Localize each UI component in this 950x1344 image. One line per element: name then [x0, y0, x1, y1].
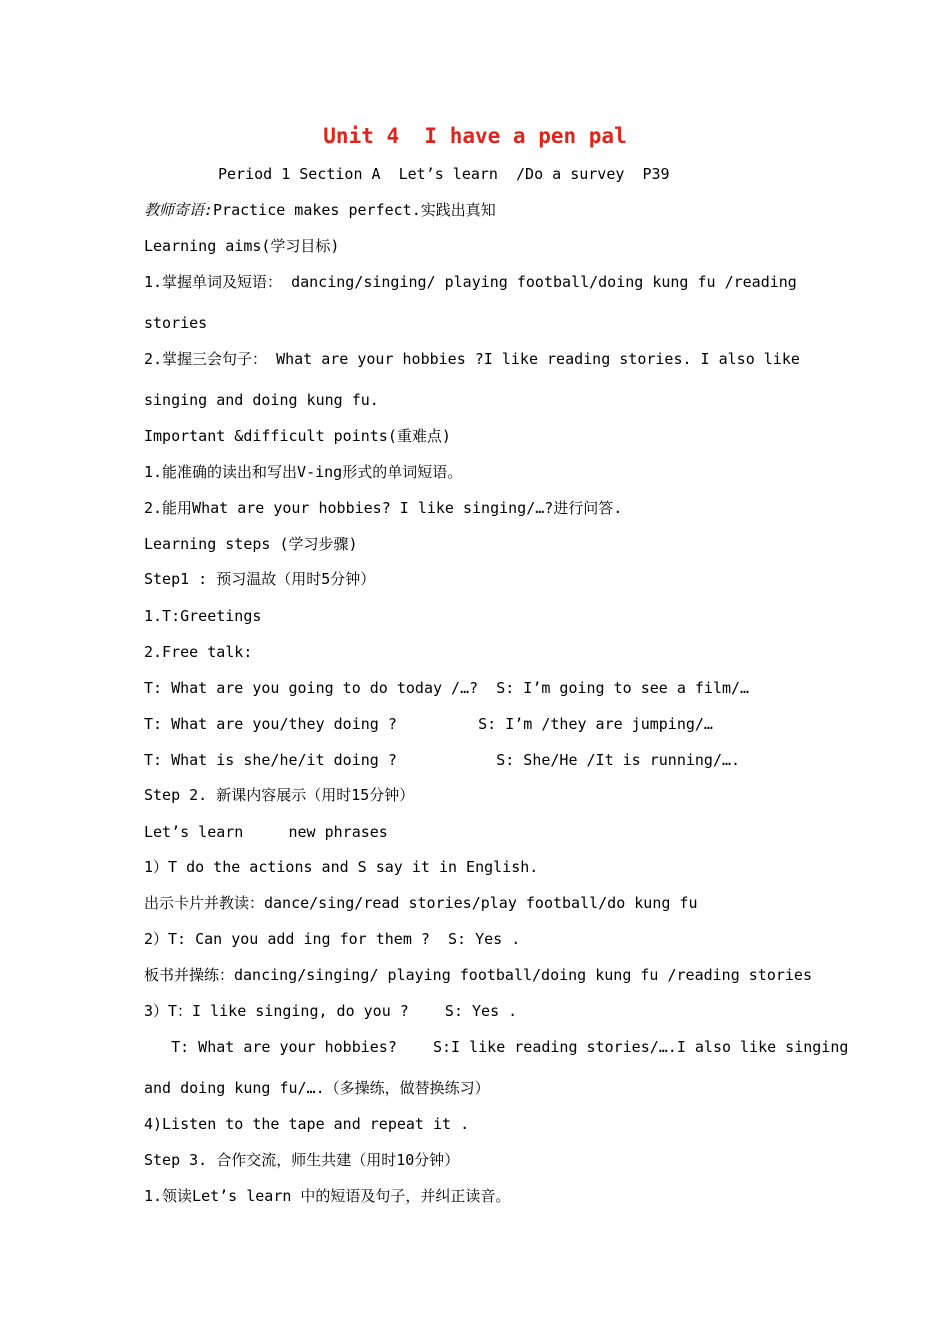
step-1-line: 2.Free talk:: [144, 643, 253, 661]
teacher-motto: [144, 201, 496, 219]
aim-item-1-line-1: 1.掌握单词及短语： dancing/singing/ playing football/doing kung fu /reading: [144, 273, 797, 291]
step-1-heading: Step1 : 预习温故（用时5分钟）: [144, 570, 376, 588]
step-2-line: Let’s learn new phrases: [144, 823, 388, 841]
aim-item-2-line-1: 2.掌握三会句子： What are your hobbies ?I like reading stories. I also like: [144, 350, 800, 368]
step-2-line: and doing kung fu/….（多操练，做替换练习）: [144, 1079, 490, 1097]
step-2-line: 2）T: Can you add ing for them ? S: Yes .: [144, 930, 521, 948]
step-1-line: T: What is she/he/it doing ? S: She/He /It is running/….: [144, 751, 741, 769]
step-2-line: 板书并操练：dancing/singing/ playing football/doing kung fu /reading stories: [144, 966, 812, 984]
aim-item-2-line-2: singing and doing kung fu.: [144, 391, 379, 409]
step-1-line: T: What are you going to do today /…? S: I’m going to see a film/…: [144, 679, 750, 697]
step-1-line: 1.T:Greetings: [144, 607, 262, 625]
learning-aims-heading: Learning aims(学习目标): [144, 237, 340, 255]
difficult-points-heading: Important &difficult points(重难点): [144, 427, 451, 445]
step-3-line: 1.领读Let’s learn 中的短语及句子，并纠正读音。: [144, 1187, 511, 1205]
step-2-line: 出示卡片并教读：dance/sing/read stories/play football/do kung fu: [144, 894, 698, 912]
aim-item-1-line-2: stories: [144, 314, 208, 332]
step-2-line: T: What are your hobbies? S:I like reading stories/….I also like singing: [144, 1038, 849, 1056]
difficult-point-2: 2.能用What are your hobbies? I like singing/…?进行问答.: [144, 499, 623, 517]
teacher-motto-label: 教师寄语:: [144, 201, 214, 219]
step-1-line: T: What are you/they doing ? S: I’m /they are jumping/…: [144, 715, 713, 733]
step-2-line: 1）T do the actions and S say it in English.: [144, 858, 539, 876]
step-3-heading: Step 3. 合作交流，师生共建（用时10分钟）: [144, 1151, 460, 1169]
document-title: Unit 4 I have a pen pal: [323, 124, 627, 148]
step-2-line: 3）T：I like singing, do you ? S: Yes .: [144, 1002, 518, 1020]
document-subtitle: Period 1 Section A Let’s learn /Do a survey P39: [218, 165, 670, 183]
difficult-point-1: 1.能准确的读出和写出V-ing形式的单词短语。: [144, 463, 463, 481]
teacher-motto-text: Practice makes perfect.实践出真知: [213, 201, 496, 219]
step-2-heading: Step 2. 新课内容展示（用时15分钟）: [144, 786, 415, 804]
learning-steps-heading: Learning steps (学习步骤): [144, 535, 358, 553]
step-2-line: 4)Listen to the tape and repeat it .: [144, 1115, 470, 1133]
